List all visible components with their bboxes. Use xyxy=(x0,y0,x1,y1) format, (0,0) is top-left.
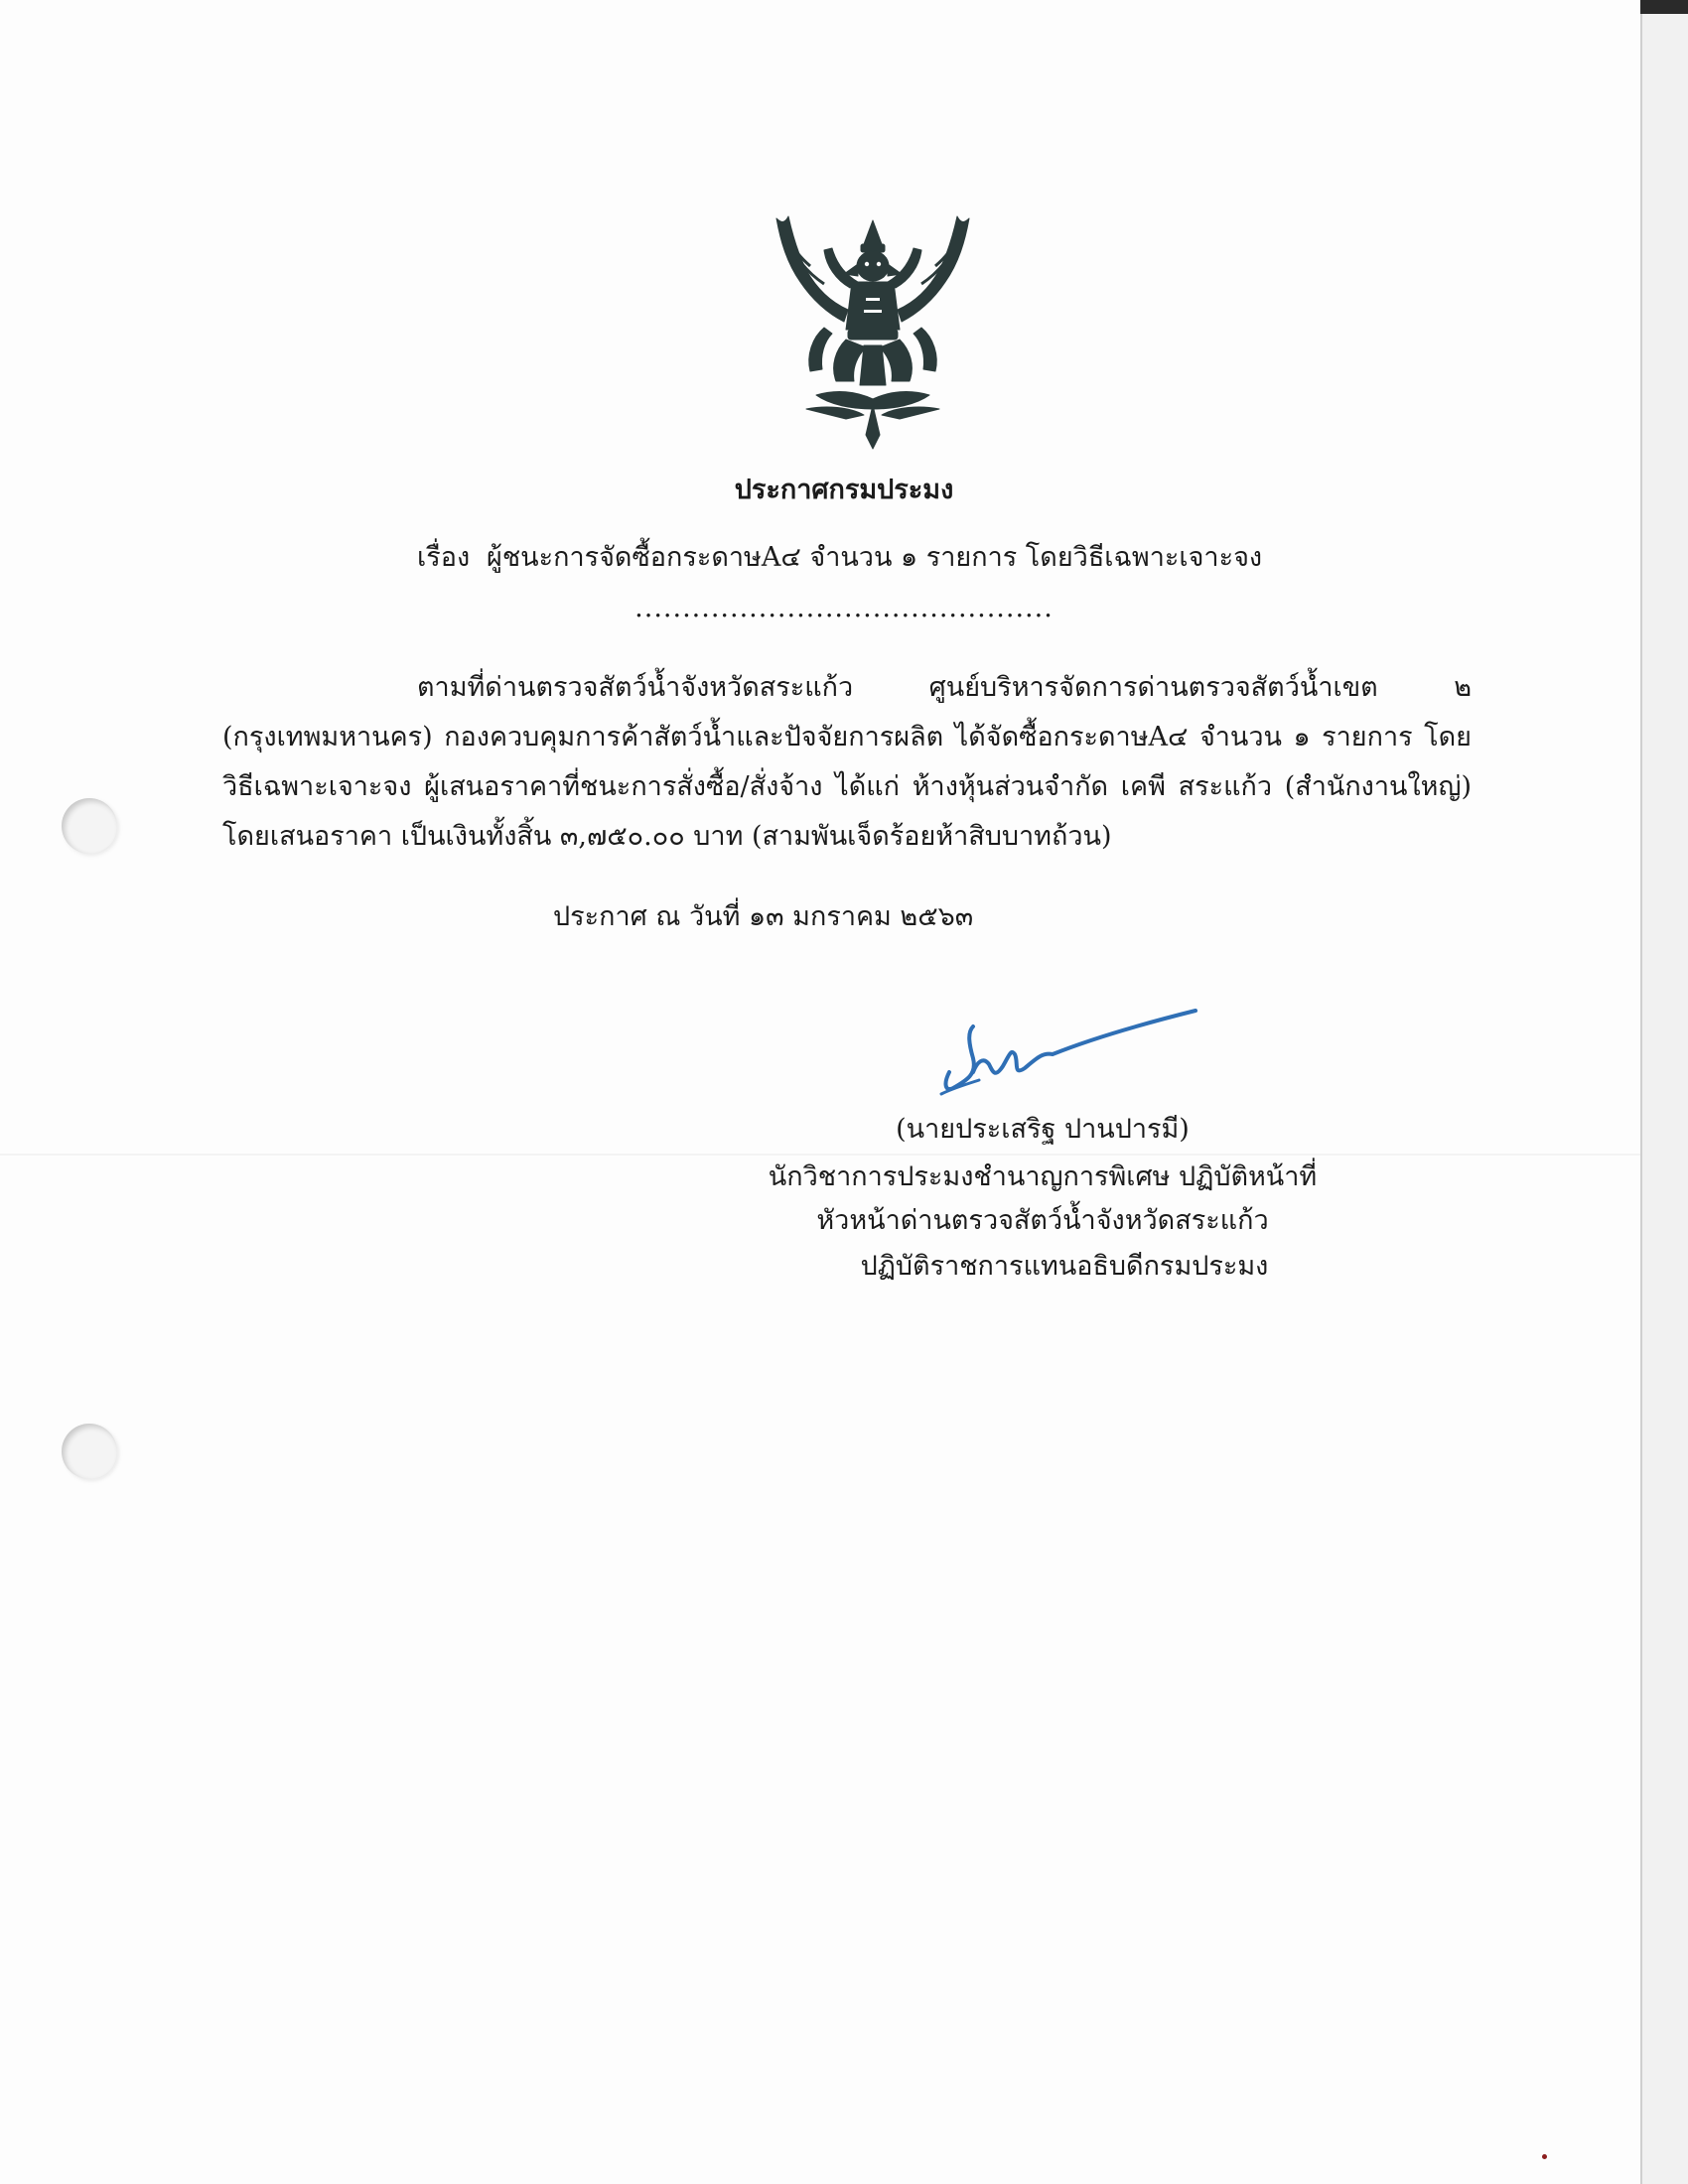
signer-position-1: นักวิชาการประมงชำนาญการพิเศษ ปฏิบัติหน้าที่ xyxy=(768,1161,1318,1192)
signer-position-3: ปฏิบัติราชการแทนอธิบดีกรมประมง xyxy=(860,1251,1269,1282)
signer-position-2: หัวหน้าด่านตรวจสัตว์น้ำจังหวัดสระแก้ว xyxy=(816,1205,1269,1236)
signer-name: (นายประเสริฐ ปานปารมี) xyxy=(896,1114,1190,1145)
punch-hole-bottom xyxy=(62,1424,117,1479)
ink-speck xyxy=(1542,2154,1547,2159)
punch-hole-top xyxy=(62,798,117,854)
handwritten-signature xyxy=(933,993,1201,1107)
document-title: ประกาศกรมประมง xyxy=(734,475,954,505)
announcement-body: ตามที่ด่านตรวจสัตว์น้ำจังหวัดสระแก้ว ศูนย์บริหารจัดการด่านตรวจสัตว์น้ำเขต ๒ (กรุงเทพมหานคร) กองควบคุมการค้าสัตว์น้ำและปัจจัยการผลิต ได้จัดซื้อกระดาษA๔ จำนวน ๑ รายการ โดยวิธีเฉพาะเจาะจง ผู้เสนอราคาที่ชนะการสั่งซื้อ/สั่งจ้าง ได้แก่ ห้างหุ้นส่วนจำกัด เคพี สระแก้ว (สำนักงานใหญ่) โดยเสนอราคา เป็นเงินทั้งสิ้น ๓,๗๕๐.๐๐ บาท (สามพันเจ็ดร้อยห้าสิบบาทถ้วน) xyxy=(222,672,1472,852)
scanner-edge xyxy=(1640,0,1688,2184)
garuda-emblem-icon xyxy=(767,210,979,451)
scanner-edge-shadow xyxy=(1640,0,1688,14)
separator-dots: ............................................ xyxy=(634,593,1054,623)
announcement-date: ประกาศ ณ วันที่ ๑๓ มกราคม ๒๕๖๓ xyxy=(553,901,974,932)
subject-line xyxy=(417,542,1262,574)
subject-text: ผู้ชนะการจัดซื้อกระดาษA๔ จำนวน ๑ รายการ โดยวิธีเฉพาะเจาะจง xyxy=(487,542,1263,573)
subject-label: เรื่อง xyxy=(417,542,471,573)
